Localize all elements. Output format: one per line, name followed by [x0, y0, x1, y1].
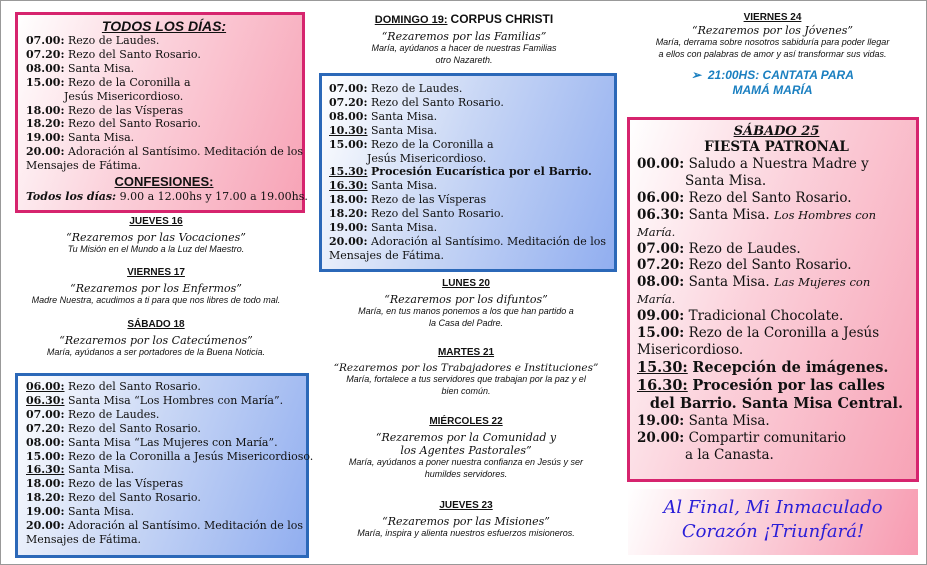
todos-item: 08.00: Santa Misa. — [26, 61, 135, 75]
sabado18-item: 20.00: Adoración al Santísimo. Meditación de los — [26, 519, 304, 533]
sabado18-text: María, ayúdanos a ser portadores de la Buena Noticia. — [46, 347, 266, 357]
sabado25-item: 20.00: Compartir comunitario — [637, 429, 847, 446]
final-line2: Corazón ¡Triunfará! — [681, 521, 865, 542]
viernes17-day: VIERNES 17 — [127, 267, 185, 278]
domingo19-item: 18.00: Rezo de las Vísperas — [329, 193, 487, 207]
sabado18-item: 18.00: Rezo de las Vísperas — [26, 477, 184, 491]
todos-los-dias-box — [15, 12, 308, 213]
fiesta-patronal-title: FIESTA PATRONAL — [704, 139, 849, 155]
sabado25-item: 19.00: Santa Misa. — [637, 412, 770, 429]
domingo19-item-cont: Jesús Misericordioso. — [367, 151, 487, 165]
domingo19-item-cont: Mensajes de Fátima. — [329, 248, 445, 262]
final-line1: Al Final, Mi Inmaculado — [663, 497, 883, 518]
domingo19-item: 15.30: Procesión Eucarística por el Barrio. — [329, 165, 592, 179]
sabado18-item: 08.00: Santa Misa “Las Mujeres con María”. — [26, 435, 278, 449]
jueves23-section — [311, 500, 621, 540]
domingo19-box — [319, 73, 617, 272]
sabado18-item: 18.20: Rezo del Santo Rosario. — [26, 491, 201, 505]
sabado18-box — [15, 373, 314, 558]
sabado25-item: 07.00: Rezo de Laudes. — [637, 240, 801, 257]
jueves23-day: JUEVES 23 — [439, 500, 493, 511]
domingo19-theme: “Rezaremos por las Familias” — [381, 30, 547, 43]
domingo19-item: 19.00: Santa Misa. — [329, 221, 438, 235]
viernes24-theme: “Rezaremos por los Jóvenes” — [691, 24, 854, 37]
miercoles22-theme1: “Rezaremos por la Comunidad y — [375, 431, 557, 444]
jueves16-text: Tu Misión en el Mundo a la Luz del Maestro. — [67, 244, 245, 254]
lunes20-section — [311, 278, 621, 329]
confesiones-line: Todos los días: 9.00 a 12.00hs y 17.00 a 19.00hs. — [26, 190, 308, 204]
martes21-day: MARTES 21 — [437, 347, 495, 358]
sabado25-item: 08.00: Santa Misa. Las Mujeres con — [637, 274, 871, 291]
cantata-line2: MAMÁ MARÍA — [732, 83, 813, 97]
domingo19-item: 10.30: Santa Misa. — [329, 123, 438, 137]
jueves23-text: María, inspira y alienta nuestros esfuerzos misioneros. — [357, 528, 575, 538]
sabado18-item-cont: Mensajes de Fátima. — [26, 532, 142, 546]
sabado18-theme: “Rezaremos por los Catecúmenos” — [59, 334, 253, 347]
viernes24-day: VIERNES 24 — [743, 12, 802, 23]
todos-item: 15.00: Rezo de la Coronilla a — [26, 75, 191, 89]
sabado25-box — [627, 117, 919, 482]
confesiones-title: CONFESIONES: — [114, 174, 214, 190]
sabado25-item: 06.00: Rezo del Santo Rosario. — [637, 189, 852, 206]
lunes20-theme: “Rezaremos por los difuntos” — [384, 293, 548, 306]
domingo19-item: 18.20: Rezo del Santo Rosario. — [329, 207, 504, 221]
viernes24-text2: a ellos con palabras de amor y así transformar sus vidas. — [658, 48, 887, 59]
viernes24-text1: María, derrama sobre nosotros sabiduría para poder llegar — [655, 37, 890, 47]
miercoles22-section — [311, 416, 621, 480]
todos-item: 20.00: Adoración al Santísimo. Meditación de los — [26, 145, 304, 159]
todos-item: 07.00: Rezo de Laudes. — [26, 34, 160, 47]
sabado25-item-highlight-cont: del Barrio. Santa Misa Central. — [649, 394, 904, 412]
todos-item: 18.00: Rezo de las Vísperas — [26, 103, 184, 117]
sabado25-item: 00.00: Saludo a Nuestra Madre y — [637, 156, 869, 172]
sabado25-item-cont: Santa Misa. — [685, 172, 767, 189]
miercoles22-day: MIÉRCOLES 22 — [429, 416, 503, 427]
martes21-text2: bien común. — [441, 385, 491, 396]
jueves16-day: JUEVES 16 — [129, 216, 183, 227]
jueves16-theme: “Rezaremos por las Vocaciones” — [66, 231, 246, 244]
domingo19-item: 07.00: Rezo de Laudes. — [329, 82, 463, 95]
todos-item: 19.00: Santa Misa. — [26, 131, 135, 145]
sabado25-item: 06.30: Santa Misa. Los Hombres con — [637, 206, 876, 223]
jueves23-theme: “Rezaremos por las Misiones” — [382, 515, 550, 528]
sabado18-item: 06.30: Santa Misa “Los Hombres con María”. — [26, 393, 284, 407]
final-banner — [628, 489, 918, 555]
sabado18-item: 07.20: Rezo del Santo Rosario. — [26, 421, 201, 435]
sabado25-item-highlight: 16.30: Procesión por las calles — [637, 376, 885, 394]
miercoles22-text2: humildes servidores. — [424, 468, 508, 479]
viernes17-section — [1, 267, 311, 307]
sabado25-item-highlight: 15.30: Recepción de imágenes. — [637, 358, 889, 376]
domingo19-item: 08.00: Santa Misa. — [329, 109, 438, 123]
miercoles22-text1: María, ayúdanos a poner nuestra confianza en Jesús y ser — [348, 457, 584, 467]
sabado18-item: 16.30: Santa Misa. — [26, 463, 135, 477]
arrow-icon: ➢ — [691, 68, 702, 82]
sabado25-item-cont: a la Canasta. — [685, 446, 774, 463]
domingo19-item: 15.00: Rezo de la Coronilla a — [329, 137, 494, 151]
sabado18-item: 06.00: Rezo del Santo Rosario. — [26, 380, 201, 393]
sabado25-item-note: María. — [637, 292, 676, 307]
sabado18-item: 07.00: Rezo de Laudes. — [26, 407, 160, 421]
martes21-section — [311, 347, 621, 397]
todos-item-cont: Jesús Misericordioso. — [64, 89, 184, 103]
lunes20-text2: la Casa del Padre. — [428, 317, 504, 328]
jueves16-section — [1, 216, 311, 256]
domingo19-text1: María, ayúdanos a hacer de nuestras Familias — [371, 43, 557, 53]
martes21-text1: María, fortalece a tus servidores que trabajan por la paz y el — [346, 374, 586, 384]
sabado25-item: 15.00: Rezo de la Coronilla a Jesús — [637, 325, 880, 342]
todos-title: TODOS LOS DÍAS: — [101, 18, 227, 34]
viernes24-section — [619, 12, 926, 98]
domingo19-item: 20.00: Adoración al Santísimo. Meditación de los — [329, 234, 607, 248]
sabado25-item: 09.00: Tradicional Chocolate. — [637, 308, 844, 325]
domingo19-text2: otro Nazareth. — [435, 54, 493, 65]
sabado18-item: 19.00: Santa Misa. — [26, 505, 135, 519]
sabado25-day: SÁBADO 25 — [733, 124, 820, 139]
sabado25-item: 07.20: Rezo del Santo Rosario. — [637, 257, 852, 274]
domingo19-item: 07.20: Rezo del Santo Rosario. — [329, 95, 504, 109]
todos-item: 07.20: Rezo del Santo Rosario. — [26, 47, 201, 61]
domingo19-section — [311, 12, 617, 66]
viernes17-text: Madre Nuestra, acudimos a ti para que nos libres de todo mal. — [31, 295, 281, 305]
sabado25-item-note: María. — [637, 224, 676, 239]
sabado18-day: SÁBADO 18 — [127, 319, 185, 330]
sabado18-item: 15.00: Rezo de la Coronilla a Jesús Misericordioso. — [26, 449, 314, 463]
sabado25-item-cont: Misericordioso. — [637, 341, 744, 358]
todos-item-cont: Mensajes de Fátima. — [26, 159, 142, 173]
sabado18-section — [1, 319, 311, 359]
domingo19-item: 16.30: Santa Misa. — [329, 179, 438, 193]
cantata-line1: ➢ 21:00HS: CANTATA PARA — [691, 68, 854, 82]
martes21-theme: “Rezaremos por los Trabajadores e Instituciones” — [333, 362, 599, 374]
miercoles22-theme2: los Agentes Pastorales” — [400, 444, 532, 457]
viernes17-theme: “Rezaremos por los Enfermos” — [70, 282, 242, 295]
lunes20-text1: María, en tus manos ponemos a los que han partido a — [358, 306, 574, 316]
domingo19-heading: DOMINGO 19: CORPUS CHRISTI — [374, 12, 554, 26]
lunes20-day: LUNES 20 — [442, 278, 490, 289]
todos-item: 18.20: Rezo del Santo Rosario. — [26, 117, 201, 131]
